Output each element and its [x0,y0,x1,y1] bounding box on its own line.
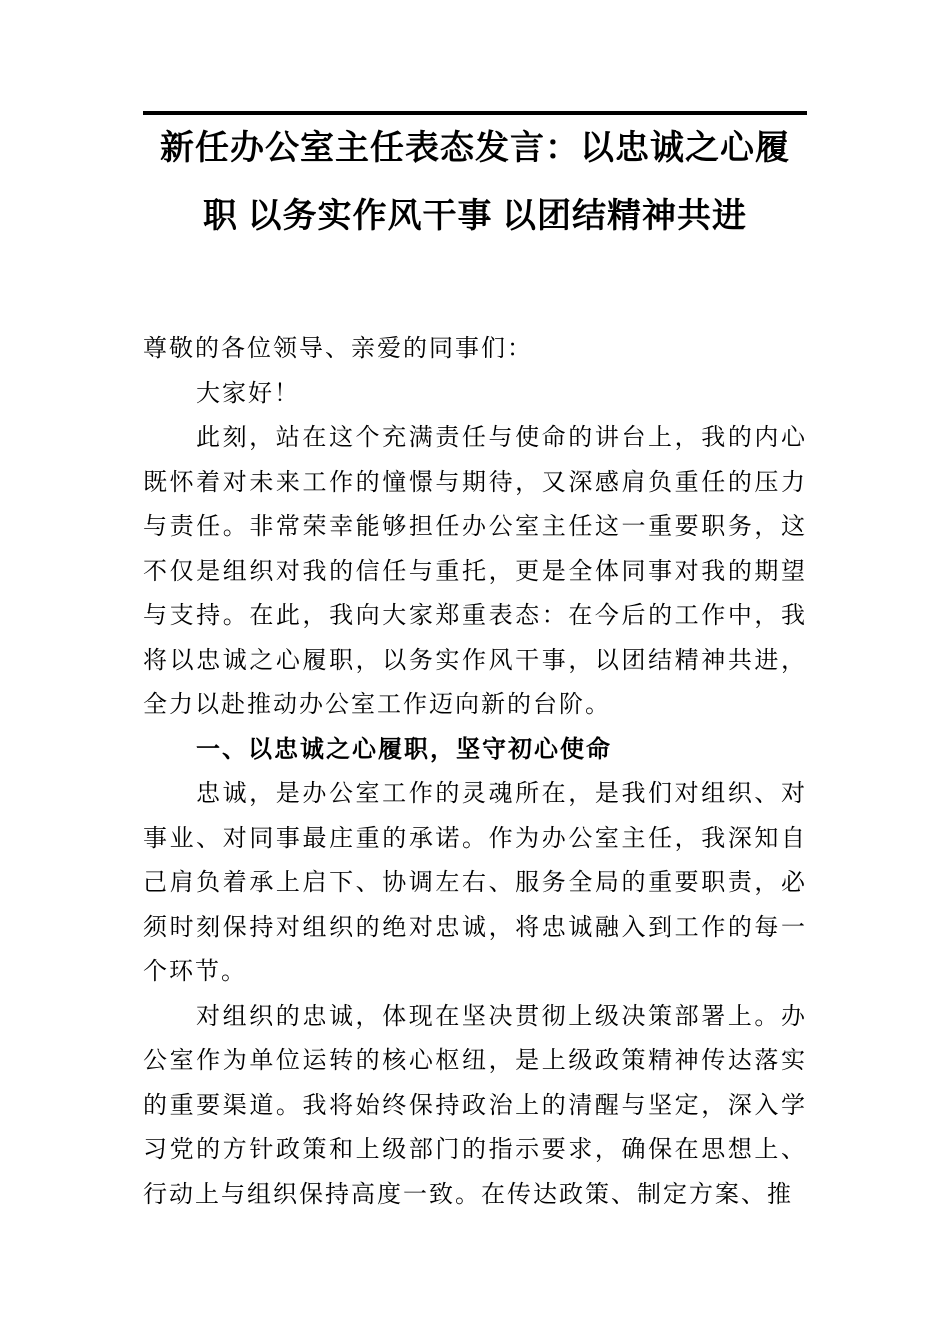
salutation: 尊敬的各位领导、亲爱的同事们： [143,336,533,362]
opening-paragraph: 此刻，站在这个充满责任与使命的讲台上，我的内心既怀着对未来工作的憧憬与期待，又深感肩负重任的压力与责任。非常荣幸能够担任办公室主任这一重要职务，这不仅是组织对我的信任与重托，更是全体同事对我的期望与支持。在此，我向大家郑重表态：在今后的工作中，我将以忠诚之心履职，以务实作风干事，以团结精神共进，全力以赴推动办公室工作迈向新的台阶。 [143,425,807,718]
section-1-paragraph-1: 忠诚，是办公室工作的灵魂所在，是我们对组织、对事业、对同事最庄重的承诺。作为办公室主任，我深知自己肩负着承上启下、协调左右、服务全局的重要职责，必须时刻保持对组织的绝对忠诚，将忠诚融入到工作的每一个环节。 [143,781,807,985]
greeting-paragraph: 大家好！ [196,380,300,407]
document-body [143,327,807,1217]
document-title-line-1: 新任办公室主任表态发言：以忠诚之心履 [160,130,790,167]
section-1-paragraph-2: 对组织的忠诚，体现在坚决贯彻上级决策部署上。办公室作为单位运转的核心枢纽，是上级政策精神传达落实的重要渠道。我将始终保持政治上的清醒与坚定，深入学习党的方针政策和上级部门的指示要求，确保在思想上、行动上与组织保持高度一致。在传达政策、制定方案、推 [143,1003,807,1208]
section-1-heading: 一、以忠诚之心履职，坚守初心使命 [196,735,612,763]
document-title [143,115,807,251]
document-title-line-2: 职 以务实作风干事 以团结精神共进 [203,198,747,235]
